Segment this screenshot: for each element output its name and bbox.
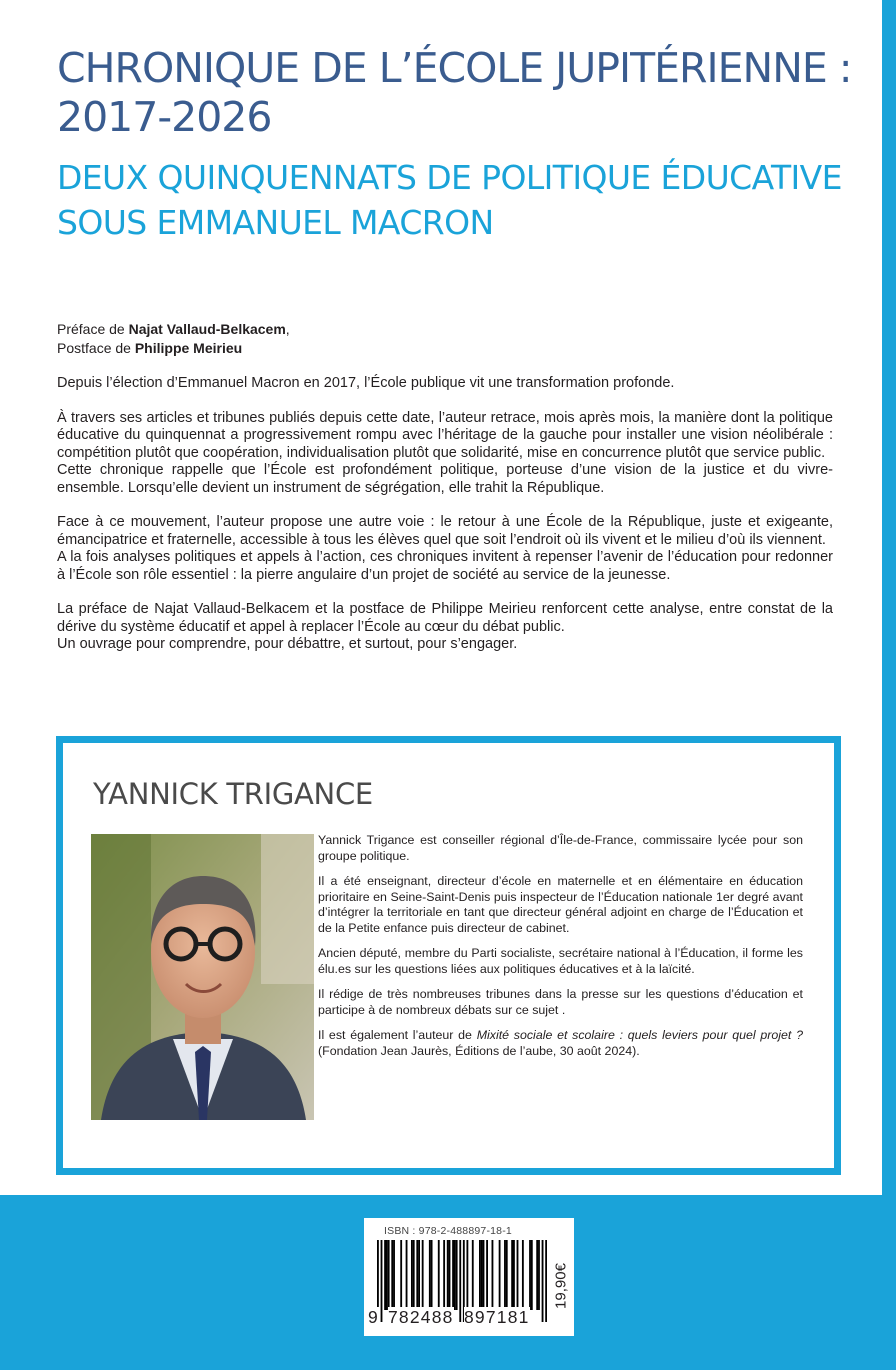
barcode-bar	[542, 1240, 544, 1322]
barcode-bar	[452, 1240, 454, 1310]
preface-comma: ,	[285, 321, 290, 337]
barcode-bar	[447, 1240, 449, 1310]
side-stripe	[882, 0, 896, 1195]
postface-author: Philippe Meirieu	[134, 340, 243, 356]
barcode-bar	[391, 1240, 393, 1310]
preface-line	[57, 320, 290, 339]
bio-last-suffix: (Fondation Jean Jaurès, Éditions de l’aube, 30 août 2024).	[318, 1043, 640, 1058]
barcode-bar	[531, 1240, 533, 1310]
barcode-bar	[381, 1240, 383, 1322]
bio-paragraph: Ancien député, membre du Parti socialiste, secrétaire national à l’Éducation, il forme les élu.es sur les questions liées aux politiques éducatives et à la laïcité.	[318, 946, 803, 976]
summary-paragraph: A la fois analyses politiques et appels à l’action, ces chroniques invitent à repenser l’avenir de l’éducation pour redonner à l’École son rôle essentiel : la pierre angulaire d’un projet de société au service de la jeunesse.	[57, 549, 833, 583]
barcode-bar	[538, 1240, 540, 1310]
barcode-bar	[416, 1240, 418, 1310]
ean-digits-left: 782488	[388, 1307, 454, 1327]
preface-label: Préface de	[57, 321, 129, 337]
barcode-bar	[449, 1240, 451, 1310]
postface-line	[57, 339, 290, 358]
barcode-bar	[438, 1240, 440, 1310]
barcode-bar	[481, 1240, 483, 1310]
author-name: YANNICK TRIGANCE	[93, 777, 373, 811]
barcode-bar	[492, 1240, 494, 1310]
ean-digits-right: 897181	[464, 1307, 530, 1327]
barcode-bar	[499, 1240, 501, 1310]
barcode-bar	[483, 1240, 485, 1310]
barcode-bar	[413, 1240, 415, 1310]
book-subtitle: DEUX QUINQUENNATS DE POLITIQUE ÉDUCATIVE SOUS EMMANUEL MACRON	[57, 158, 842, 242]
barcode-bar	[422, 1240, 424, 1310]
barcode-bar	[479, 1240, 481, 1310]
bio-last-prefix: Il est également l’auteur de	[318, 1028, 477, 1042]
summary-paragraph: À travers ses articles et tribunes publiés depuis cette date, l’auteur retrace, mois après mois, la manière dont la politique éducative du quinquennat a progressivement rompu avec l’héritage de la gauche pour installer une vision néolibérale : compétition plutôt que coopération, individualisation plutôt que solidarité, mise en concurrence plutôt que service public.	[57, 409, 833, 461]
summary-paragraph: Cette chronique rappelle que l’École est profondément politique, porteuse d’une vision de la justice et du vivre-ensemble. Lorsqu’elle devient un instrument de ségrégation, elle trahit la République.	[57, 462, 833, 496]
barcode-bar	[472, 1240, 474, 1310]
barcode-bar	[429, 1240, 431, 1310]
barcode-bar	[431, 1240, 433, 1310]
barcode-bar	[504, 1240, 506, 1310]
barcode-bar	[454, 1240, 456, 1310]
barcode-bar	[506, 1240, 508, 1310]
postface-label: Postface de	[57, 340, 135, 356]
barcode-bar	[411, 1240, 413, 1310]
credits	[57, 320, 290, 358]
barcode-bar	[536, 1240, 538, 1310]
author-bio	[318, 833, 803, 1069]
barcode-bar	[388, 1240, 390, 1310]
bio-paragraph: Yannick Trigance est conseiller régional d’Île-de-France, commissaire lycée pour son groupe politique.	[318, 833, 803, 863]
barcode-bar	[456, 1240, 458, 1310]
barcode-bar	[545, 1240, 547, 1322]
barcode-bar	[384, 1240, 386, 1310]
author-box	[56, 736, 841, 1175]
preface-author: Najat Vallaud-Belkacem	[128, 321, 286, 337]
bio-paragraph	[318, 1028, 803, 1059]
barcode-bar	[529, 1240, 531, 1310]
barcode-bar	[400, 1240, 402, 1310]
barcode-bar	[393, 1240, 395, 1310]
barcode-bar	[517, 1240, 519, 1310]
book-title: CHRONIQUE DE L’ÉCOLE JUPITÉRIENNE : 2017-2026	[57, 44, 852, 141]
barcode-bar	[418, 1240, 420, 1310]
barcode-bar	[511, 1240, 513, 1310]
back-cover-summary	[57, 375, 833, 654]
bio-paragraph: Il a été enseignant, directeur d’école en maternelle et en élémentaire en éducation prioritaire en Seine-Saint-Denis puis inspecteur de l’Éducation nationale 1er degré avant d’intégrer la territoriale en tant que directeur général adjoint en charge de l’Éducation et de la Petite enfance puis directeur de cabinet.	[318, 874, 803, 935]
barcode-bar	[486, 1240, 488, 1310]
author-photo	[91, 834, 314, 1120]
barcode-bar	[513, 1240, 515, 1310]
summary-paragraph: Face à ce mouvement, l’auteur propose une autre voie : le retour à une École de la République, juste et exigeante, émancipatrice et fraternelle, accessible à tous les élèves quel que soit l’endroit où ils vivent et le milieu d’où ils viennent.	[57, 514, 833, 548]
ean-digit-first: 9	[368, 1307, 379, 1327]
barcode-panel	[364, 1218, 574, 1336]
barcode-bar	[386, 1240, 388, 1310]
barcode-bar	[466, 1240, 468, 1310]
bio-paragraph: Il rédige de très nombreuses tribunes dans la presse sur les questions d’éducation et participe à de nombreux débats sur ce sujet .	[318, 987, 803, 1017]
summary-paragraph: Depuis l’élection d’Emmanuel Macron en 2017, l’École publique vit une transformation profonde.	[57, 375, 675, 391]
isbn-label: ISBN : 978-2-488897-18-1	[384, 1225, 512, 1237]
price-label: 19,90€	[552, 1263, 570, 1309]
book-reference: Mixité sociale et scolaire : quels leviers pour quel projet ?	[476, 1028, 803, 1042]
barcode-bar	[443, 1240, 445, 1310]
barcode-bar	[522, 1240, 524, 1310]
summary-paragraph: La préface de Najat Vallaud-Belkacem et la postface de Philippe Meirieu renforcent cette analyse, entre constat de la dérive du système éducatif et appel à replacer l’École au cœur du débat public.	[57, 601, 833, 635]
barcode-bar	[459, 1240, 461, 1322]
barcode-bar	[406, 1240, 408, 1310]
summary-paragraph: Un ouvrage pour comprendre, pour débattre, et surtout, pour s’engager.	[57, 636, 518, 652]
